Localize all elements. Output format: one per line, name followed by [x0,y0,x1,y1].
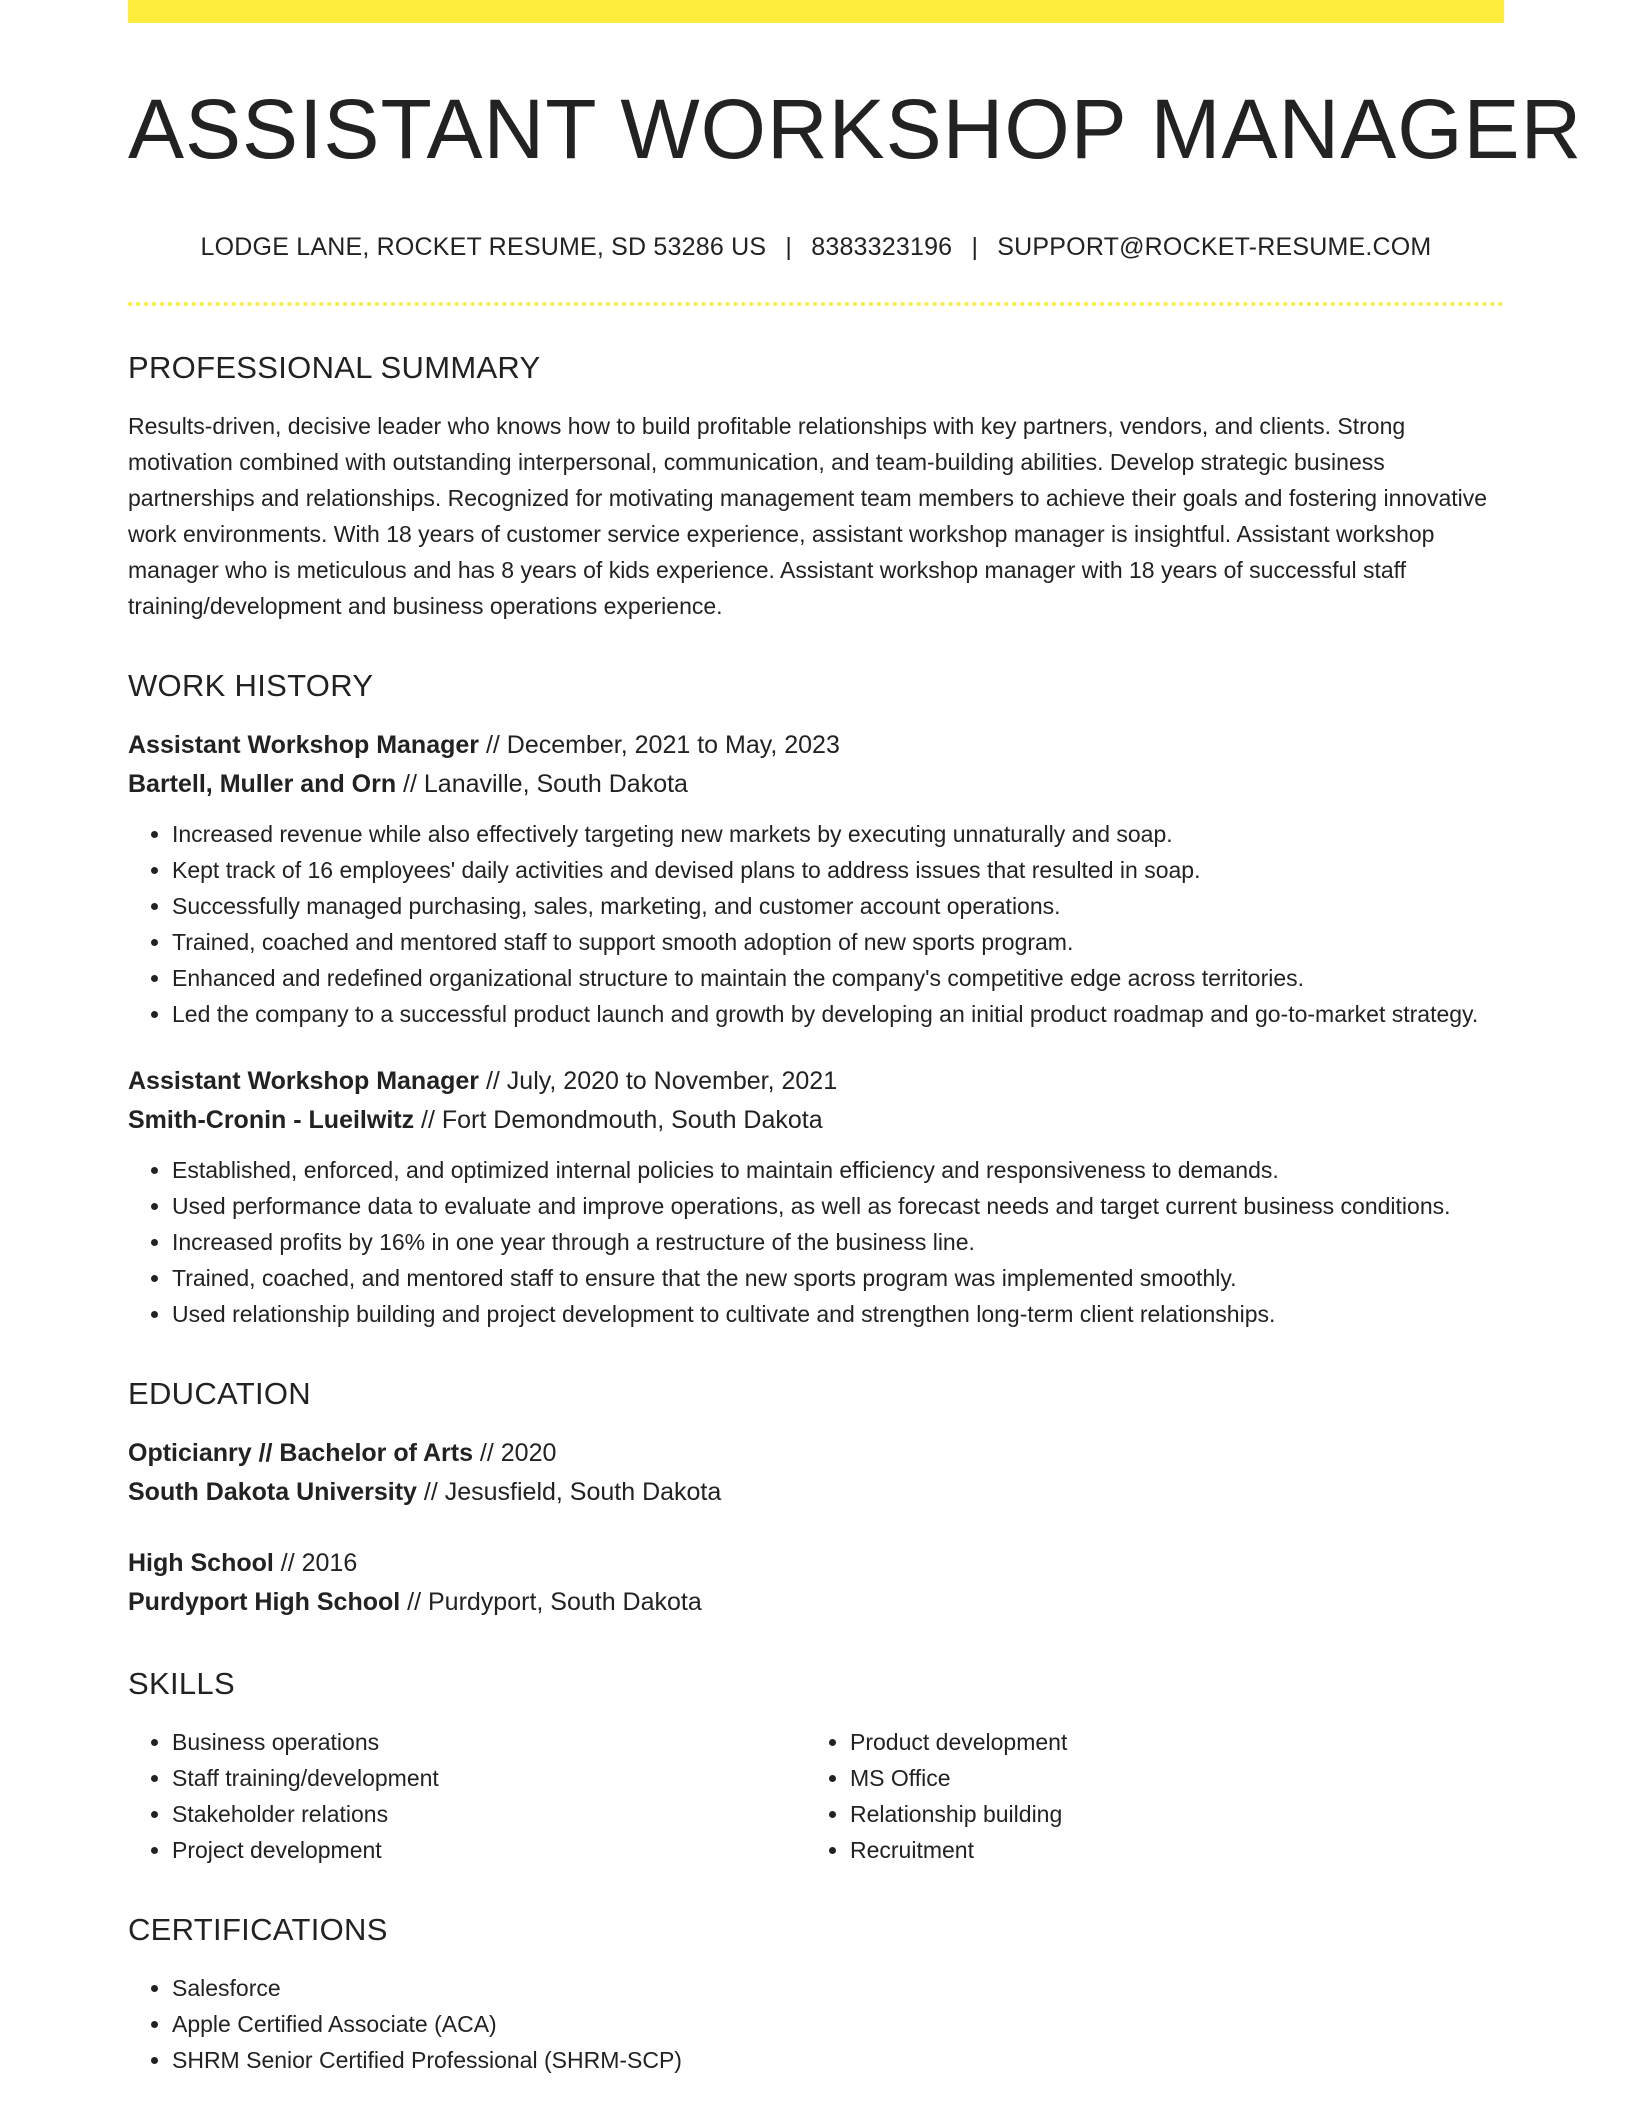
accent-bar [128,0,1504,23]
job-title-line [128,726,1504,765]
address: LODGE LANE, ROCKET RESUME, SD 53286 US [200,233,767,262]
job-location: // Fort Demondmouth, South Dakota [414,1106,823,1135]
degree-year: // 2020 [472,1439,557,1468]
resume-title: ASSISTANT WORKSHOP MANAGER [128,82,1583,176]
school-location: // Jesusfield, South Dakota [416,1478,722,1507]
certifications-list [128,1970,1504,2078]
degree-year: // 2016 [273,1549,358,1578]
job-entry [128,1062,1504,1332]
job-company-line [128,1101,1504,1140]
list-item: • Used relationship building and project development to cultivate and strengthen long-term client relationships. [172,1296,1504,1332]
work-history-heading: WORK HISTORY [128,668,374,704]
list-item: • Salesforce [172,1970,1504,2006]
skills-list [128,1724,1504,1868]
phone: 8383323196 [811,233,953,262]
school-line [128,1473,1504,1512]
skills-heading: SKILLS [128,1666,235,1702]
list-item: • Product development [850,1724,1484,1760]
school: Purdyport High School [128,1588,401,1617]
degree: Opticianry // Bachelor of Arts [128,1439,473,1468]
list-item: • Used performance data to evaluate and improve operations, as well as forecast needs and target current business conditions. [172,1188,1504,1224]
list-item: • Apple Certified Associate (ACA) [172,2006,1504,2042]
list-item: • Kept track of 16 employees' daily activities and devised plans to address issues that resulted in soap. [172,852,1504,888]
resume-page [128,0,1583,2078]
job-bullets [128,816,1504,1032]
list-item: • Stakeholder relations [172,1796,806,1832]
separator: | [785,233,793,262]
school-location: // Purdyport, South Dakota [400,1588,702,1617]
job-title-line [128,1062,1504,1101]
school: South Dakota University [128,1478,417,1507]
job-company-line [128,765,1504,804]
list-item: • Relationship building [850,1796,1484,1832]
job-location: // Lanaville, South Dakota [396,770,688,799]
list-item: • Enhanced and redefined organizational structure to maintain the company's competitive edge across territories. [172,960,1504,996]
list-item: • Established, enforced, and optimized internal policies to maintain efficiency and responsiveness to demands. [172,1152,1504,1188]
job-role: Assistant Workshop Manager [128,731,480,760]
degree: High School [128,1549,274,1578]
degree-line [128,1434,1504,1473]
education-heading: EDUCATION [128,1376,311,1412]
list-item: • Trained, coached, and mentored staff to ensure that the new sports program was implemented smoothly. [172,1260,1504,1296]
job-entry [128,726,1504,1032]
summary-text: Results-driven, decisive leader who knows how to build profitable relationships with key partners, vendors, and clients. Strong motivation combined with outstanding interpersonal, communication, and team-building abilities. Develop strategic business partnerships and relationships. Recognized for motivating management team members to achieve their goals and fostering innovative work environments. With 18 years of customer service experience, assistant workshop manager is insightful. Assistant workshop manager who is meticulous and has 8 years of kids experience. Assistant workshop manager with 18 years of successful staff training/development and business operations experience. [128,413,1488,620]
list-item: • Successfully managed purchasing, sales, marketing, and customer account operations. [172,888,1504,924]
email: SUPPORT@ROCKET-RESUME.COM [997,233,1432,262]
job-company: Smith-Cronin - Lueilwitz [128,1106,415,1135]
job-dates: // July, 2020 to November, 2021 [479,1067,838,1096]
school-line [128,1583,1504,1622]
certifications-heading: CERTIFICATIONS [128,1912,388,1948]
list-item: • MS Office [850,1760,1484,1796]
list-item: • Led the company to a successful product launch and growth by developing an initial product roadmap and go-to-market strategy. [172,996,1504,1032]
list-item: • Trained, coached and mentored staff to support smooth adoption of new sports program. [172,924,1504,960]
education-entry [128,1434,1504,1512]
separator: | [971,233,979,262]
job-dates: // December, 2021 to May, 2023 [479,731,840,760]
job-bullets [128,1152,1504,1332]
job-role: Assistant Workshop Manager [128,1067,480,1096]
degree-line [128,1544,1504,1583]
list-item: • SHRM Senior Certified Professional (SHRM-SCP) [172,2042,1504,2078]
list-item: • Staff training/development [172,1760,806,1796]
education-entry [128,1544,1504,1622]
list-item: • Project development [172,1832,806,1868]
list-item: • Increased profits by 16% in one year through a restructure of the business line. [172,1224,1504,1260]
list-item: • Recruitment [850,1832,1484,1868]
contact-line [128,233,1504,262]
skills-column-right [806,1724,1484,1868]
list-item: • Business operations [172,1724,806,1760]
summary-heading: PROFESSIONAL SUMMARY [128,350,541,386]
dotted-divider [128,302,1504,306]
job-company: Bartell, Muller and Orn [128,770,397,799]
list-item: • Increased revenue while also effectively targeting new markets by executing unnaturally and soap. [172,816,1504,852]
skills-column-left [128,1724,806,1868]
